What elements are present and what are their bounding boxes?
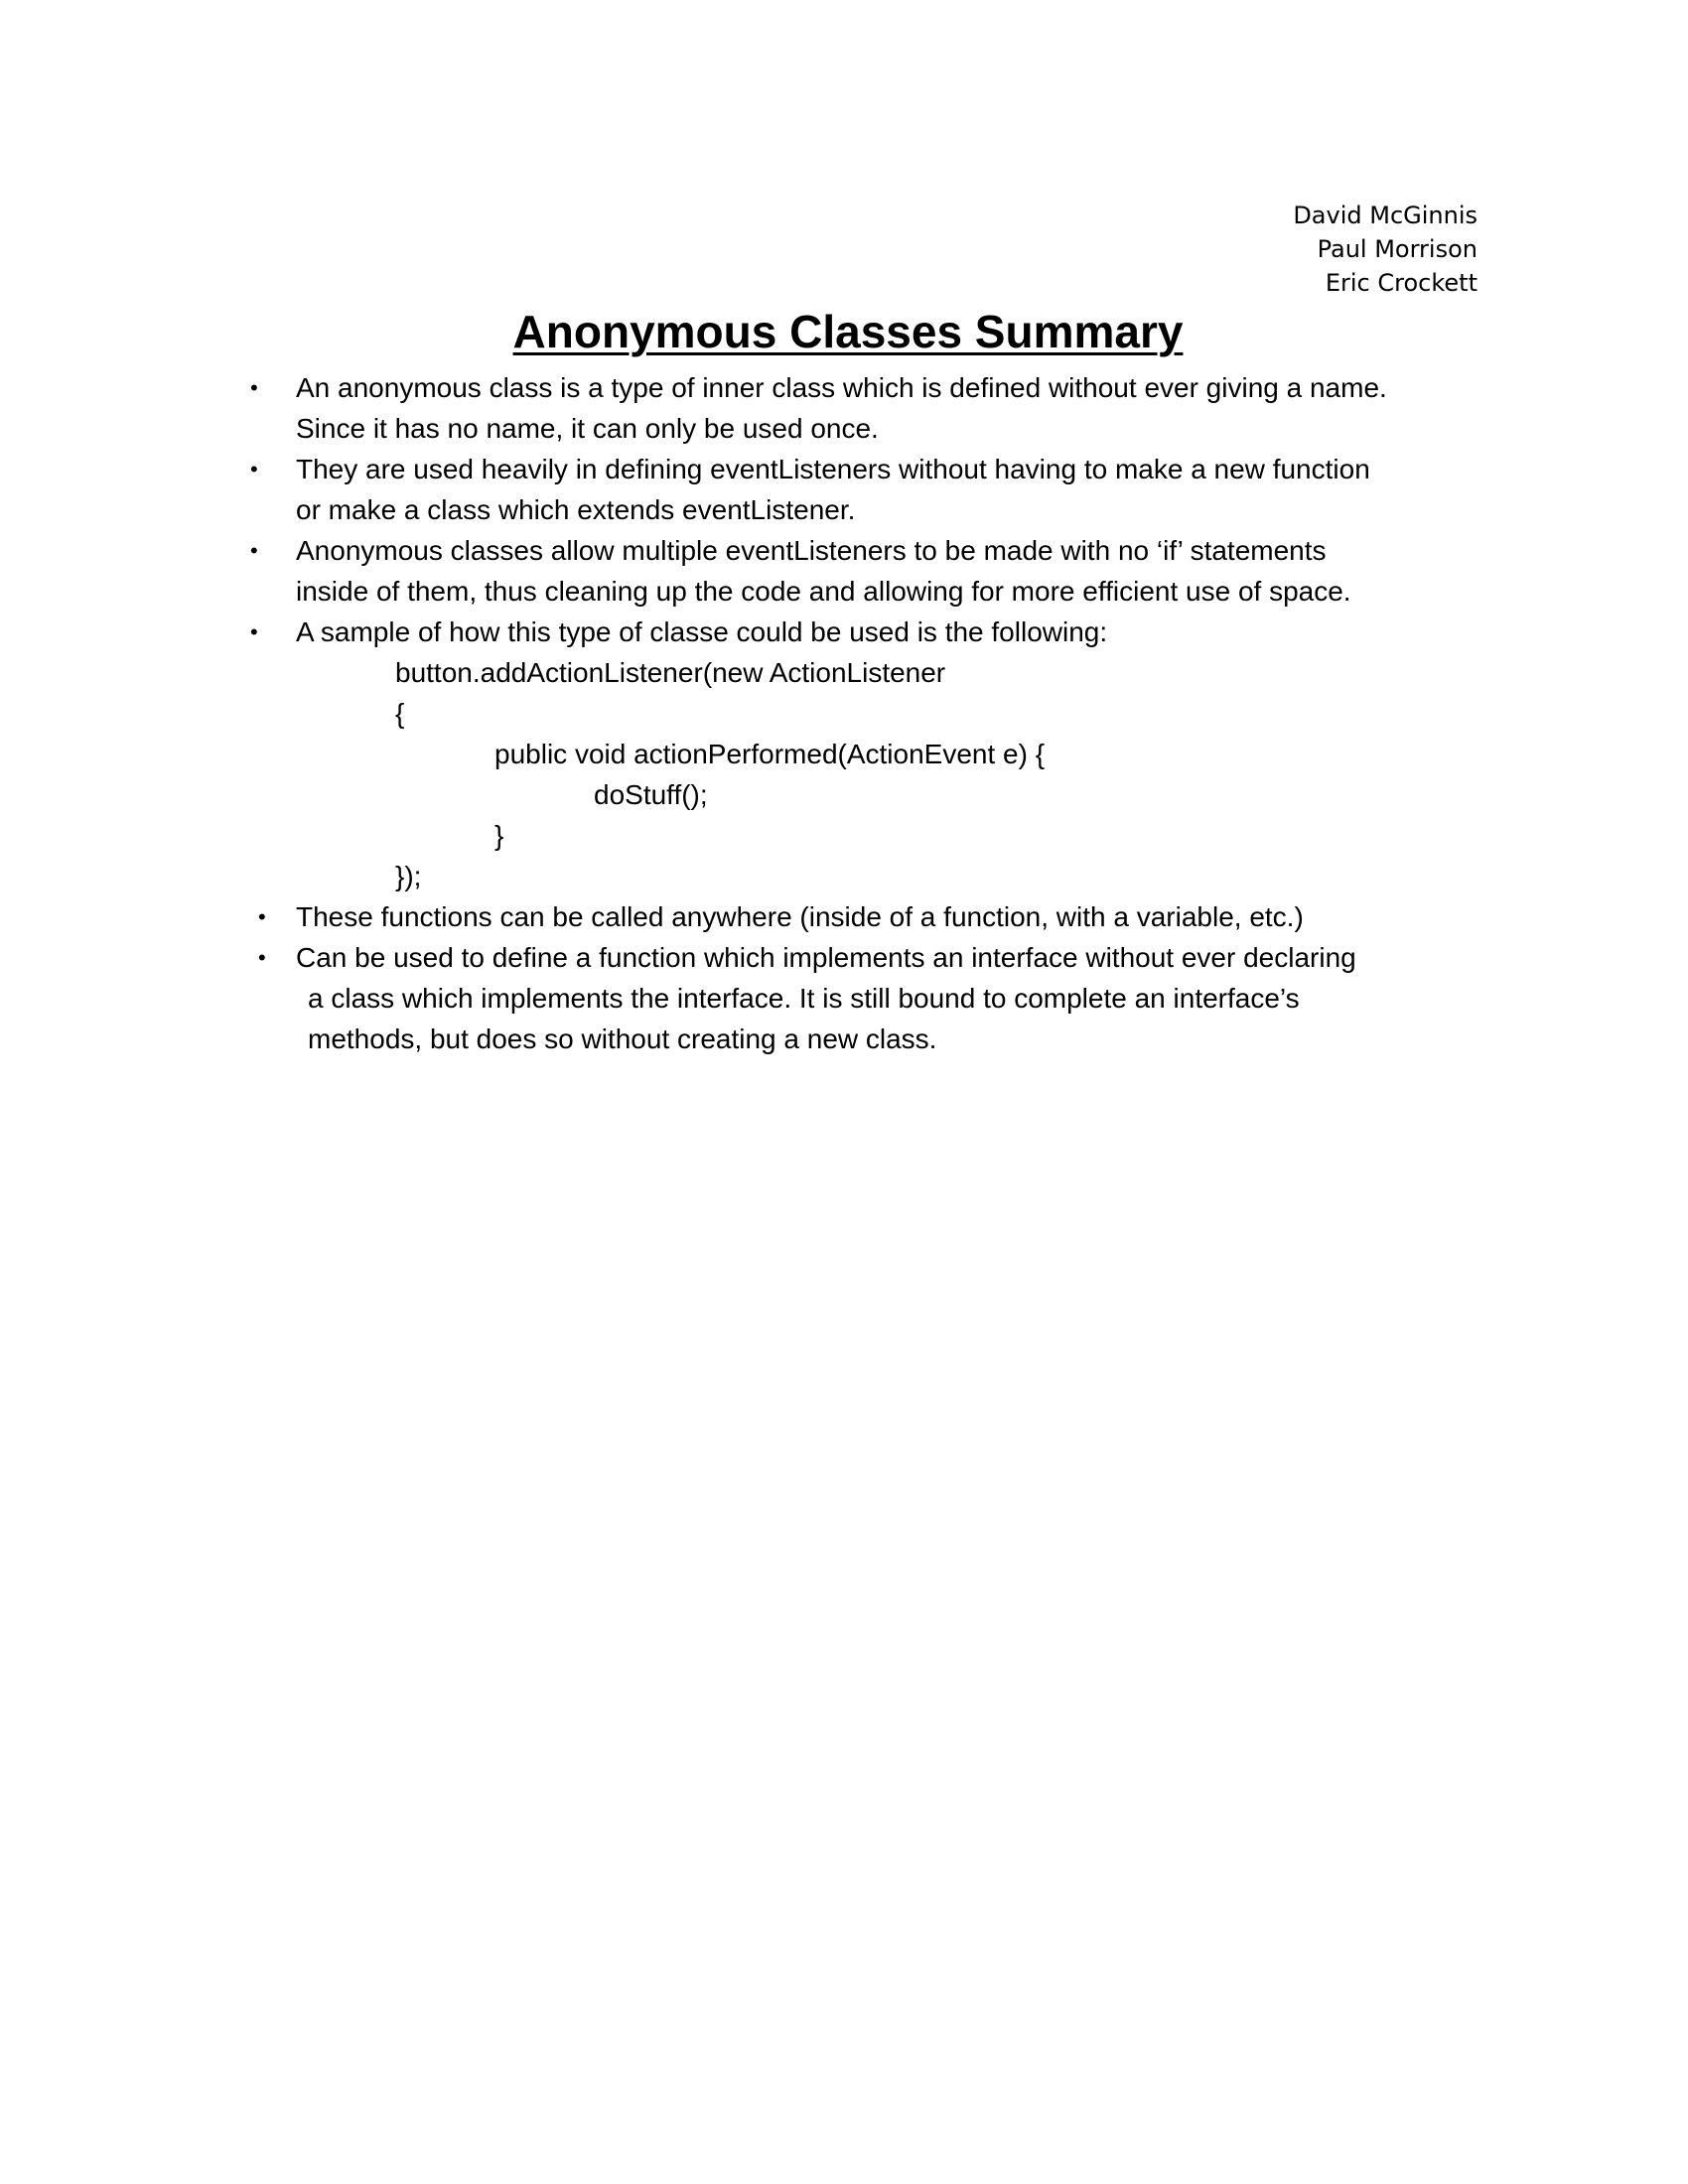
list-item (238, 896, 1479, 937)
page-title: Anonymous Classes Summary (512, 306, 1184, 357)
item-text: methods, but does so without creating a new class. (308, 1024, 937, 1054)
list-item (238, 449, 1479, 530)
code-line: { (395, 698, 405, 729)
code-line: } (494, 820, 504, 851)
item-text: They are used heavily in defining eventListeners without having to make a new function (296, 454, 1370, 484)
bullet-icon: • (250, 538, 258, 563)
list-item (238, 367, 1479, 449)
item-text: Anonymous classes allow multiple eventListeners to be made with no ‘if’ statements (296, 535, 1327, 566)
item-text: Since it has no name, it can only be used once. (296, 413, 879, 444)
author-list (1080, 199, 1477, 300)
code-line: }); (395, 861, 422, 891)
item-text: or make a class which extends eventListener. (296, 494, 856, 525)
item-text: A sample of how this type of classe could be used is the following: (296, 616, 1108, 647)
item-text: inside of them, thus cleaning up the code and allowing for more efficient use of space. (296, 576, 1351, 607)
list-item (238, 937, 1479, 1059)
list-item (238, 612, 1479, 896)
bullet-icon: • (258, 945, 266, 970)
item-text: a class which implements the interface. It is still bound to complete an interface’s (308, 983, 1300, 1014)
summary-list (238, 367, 1479, 1059)
code-line: doStuff(); (594, 779, 708, 810)
item-text: An anonymous class is a type of inner class which is defined without ever giving a name. (296, 372, 1387, 403)
bullet-icon: • (250, 619, 258, 644)
item-text: Can be used to define a function which implements an interface without ever declaring (296, 942, 1356, 973)
code-line: button.addActionListener(new ActionListener (395, 657, 946, 688)
bullet-icon: • (258, 904, 266, 929)
bullet-icon: • (250, 457, 258, 481)
list-item (238, 530, 1479, 612)
author-name: Eric Crockett (1325, 269, 1477, 297)
code-line: public void actionPerformed(ActionEvent e) { (494, 739, 1046, 769)
code-sample (296, 652, 1479, 896)
author-name: Paul Morrison (1317, 235, 1477, 263)
bullet-icon: • (250, 375, 258, 400)
author-name: David McGinnis (1293, 202, 1477, 229)
item-text: These functions can be called anywhere (inside of a function, with a variable, etc.) (296, 901, 1304, 932)
